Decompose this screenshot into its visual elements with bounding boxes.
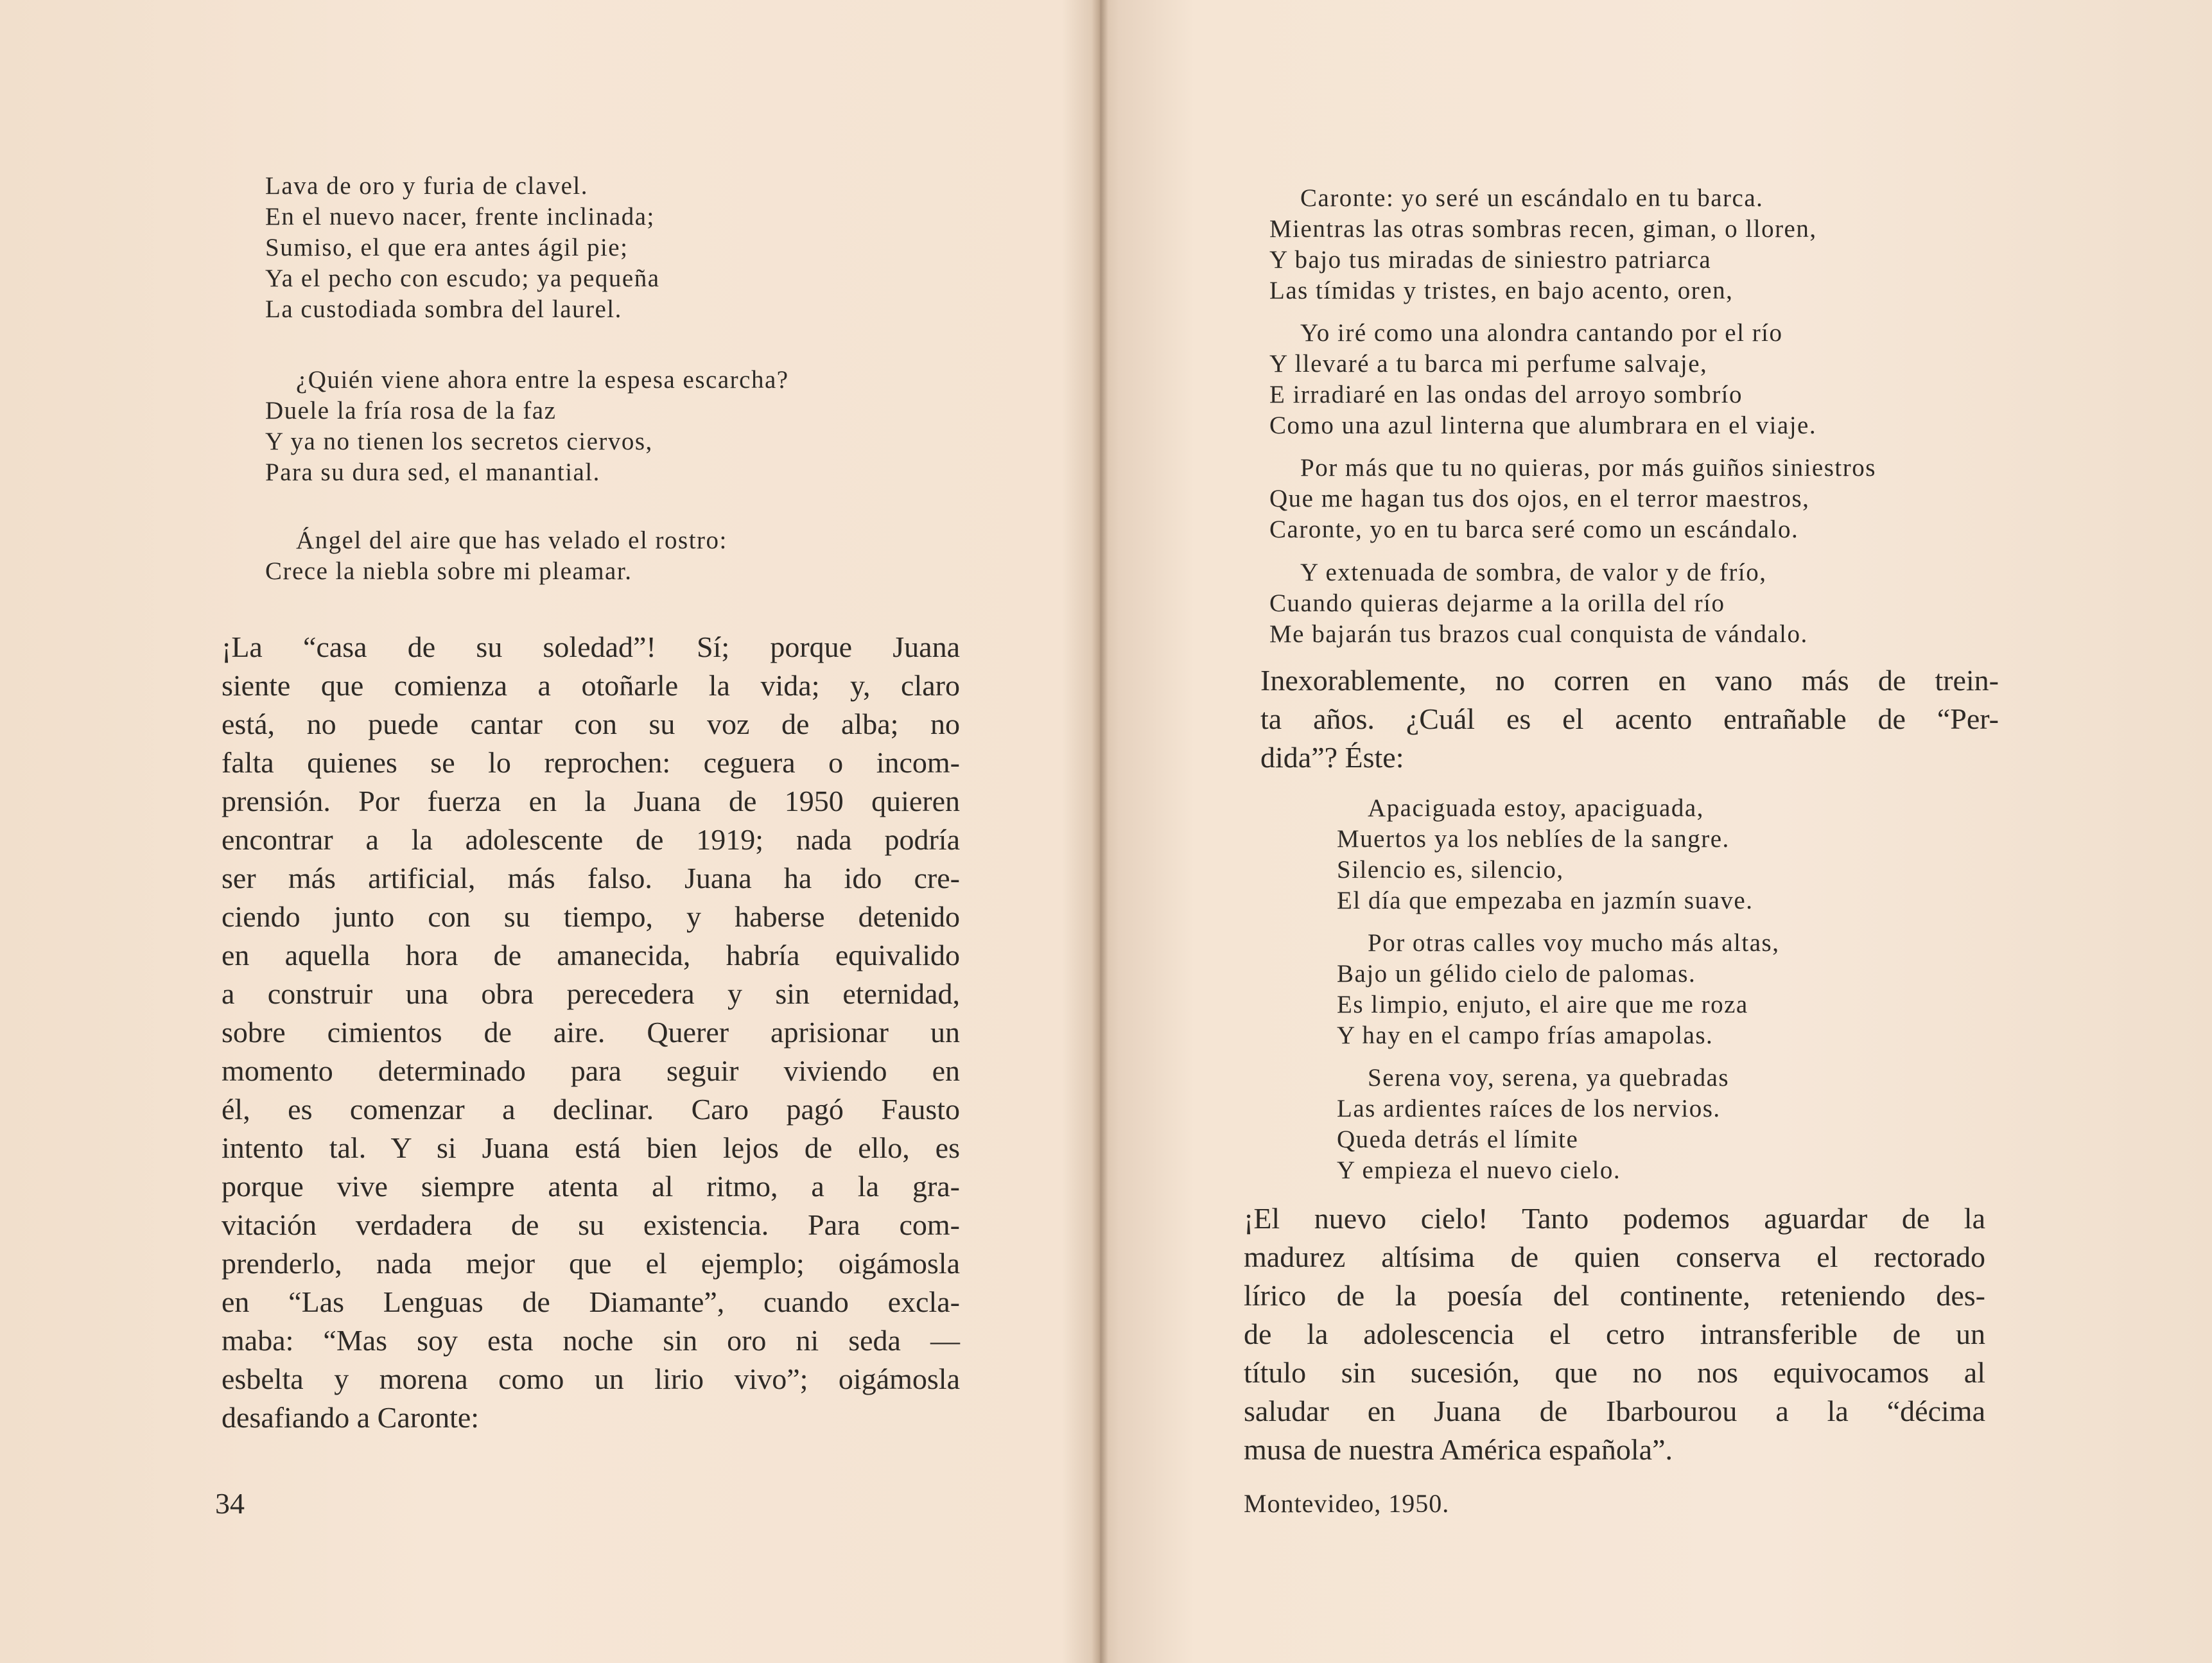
right-verse-stanza-2 — [1269, 318, 1816, 441]
prose-line: ta años. ¿Cuál es el acento entrañable de “Per- — [1260, 702, 1999, 735]
verse-line: Silencio es, silencio, — [1337, 856, 1564, 884]
prose-line: lírico de la poesía del continente, reteniendo des- — [1244, 1279, 1985, 1312]
verse-line: Crece la niebla sobre mi pleamar. — [265, 557, 632, 585]
prose-line: él, es comenzar a declinar. Caro pagó Fausto — [222, 1093, 960, 1126]
right-prose-paragraph-1 — [1260, 661, 1999, 777]
prose-line: saludar en Juana de Ibarbourou a la “décima — [1244, 1395, 1985, 1427]
prose-line: desafiando a Caronte: — [222, 1401, 480, 1434]
prose-line: prensión. Por fuerza en la Juana de 1950 quieren — [222, 785, 960, 817]
prose-line: dida”? Éste: — [1260, 741, 1404, 774]
prose-line: está, no puede cantar con su voz de alba; no — [222, 708, 960, 740]
prose-line: vitación verdadera de su existencia. Para com- — [222, 1208, 960, 1241]
verse-line: Por otras calles voy mucho más altas, — [1368, 929, 1780, 957]
right-page — [1109, 0, 2212, 1663]
verse-line: Ángel del aire que has velado el rostro: — [296, 527, 727, 554]
right-prose-paragraph-2 — [1244, 1199, 1985, 1469]
verse-line: En el nuevo nacer, frente inclinada; — [265, 203, 655, 231]
left-verse-stanza-3 — [265, 525, 727, 587]
verse-line: Duele la fría rosa de la faz — [265, 397, 557, 424]
prose-line: musa de nuestra América española”. — [1244, 1433, 1673, 1466]
prose-line: madurez altísima de quien conserva el rectorado — [1244, 1241, 1985, 1273]
left-verse-stanza-2 — [265, 365, 789, 488]
verse-line: Cuando quieras dejarme a la orilla del río — [1269, 589, 1725, 617]
verse-line: Muertos ya los neblíes de la sangre. — [1337, 825, 1730, 853]
prose-line: ¡La “casa de su soledad”! Sí; porque Juana — [222, 631, 960, 663]
prose-line: intento tal. Y si Juana está bien lejos de ello, es — [222, 1131, 960, 1164]
verse-line: Ya el pecho con escudo; ya pequeña — [265, 265, 660, 292]
prose-line: de la adolescencia el cetro intransferible de un — [1244, 1318, 1985, 1350]
verse-line: Como una azul linterna que alumbrara en el viaje. — [1269, 412, 1817, 439]
right-verse-stanza-1 — [1269, 183, 1817, 306]
prose-line: sobre cimientos de aire. Querer aprisionar un — [222, 1016, 960, 1049]
prose-line: encontrar a la adolescente de 1919; nada podría — [222, 823, 960, 856]
prose-line: en “Las Lenguas de Diamante”, cuando excla- — [222, 1285, 960, 1318]
prose-line: momento determinado para seguir viviendo en — [222, 1054, 960, 1087]
verse-line: Lava de oro y furia de clavel. — [265, 172, 589, 200]
verse-line: Para su dura sed, el manantial. — [265, 458, 600, 486]
right-verse-stanza-4 — [1269, 557, 1808, 650]
verse-line: Bajo un gélido cielo de palomas. — [1337, 960, 1696, 988]
verse-line: Me bajarán tus brazos cual conquista de vándalo. — [1269, 620, 1808, 648]
prose-line: a construir una obra perecedera y sin eternidad, — [222, 977, 960, 1010]
verse-line: Caronte, yo en tu barca seré como un escándalo. — [1269, 516, 1799, 543]
prose-line: Inexorablemente, no corren en vano más de trein- — [1260, 664, 1999, 697]
prose-line: ser más artificial, más falso. Juana ha ido cre- — [222, 862, 960, 894]
verse-line: Serena voy, serena, ya quebradas — [1368, 1064, 1730, 1092]
verse-line: Y empieza el nuevo cielo. — [1337, 1156, 1621, 1184]
verse-line: Las tímidas y tristes, en bajo acento, oren, — [1269, 277, 1734, 304]
prose-line: título sin sucesión, que no nos equivocamos al — [1244, 1356, 1985, 1389]
verse-line: Las ardientes raíces de los nervios. — [1337, 1095, 1721, 1122]
page-number: 34 — [215, 1487, 245, 1520]
verse-line: Mientras las otras sombras recen, giman, o lloren, — [1269, 215, 1817, 243]
right-verse-stanza-3 — [1269, 453, 1876, 545]
verse-line: Yo iré como una alondra cantando por el río — [1300, 319, 1783, 347]
verse-line: La custodiada sombra del laurel. — [265, 295, 622, 323]
prose-line: maba: “Mas soy esta noche sin oro ni seda — — [222, 1324, 960, 1357]
verse-line: Caronte: yo seré un escándalo en tu barca. — [1300, 184, 1764, 212]
prose-line: esbelta y morena como un lirio vivo”; oigámosla — [222, 1363, 960, 1395]
signoff-place-date: Montevideo, 1950. — [1244, 1489, 1450, 1518]
verse-line: Y llevaré a tu barca mi perfume salvaje, — [1269, 350, 1708, 378]
prose-line: porque vive siempre atenta al ritmo, a la gra- — [222, 1170, 960, 1203]
verse-line: El día que empezaba en jazmín suave. — [1337, 887, 1754, 914]
verse-line: Sumiso, el que era antes ágil pie; — [265, 234, 629, 261]
verse-line: Y bajo tus miradas de siniestro patriarca — [1269, 246, 1712, 274]
prose-line: falta quienes se lo reprochen: ceguera o incom- — [222, 746, 960, 779]
right-verse-stanza-6 — [1337, 928, 1779, 1051]
verse-line: Y hay en el campo frías amapolas. — [1337, 1022, 1714, 1049]
left-prose-paragraph — [222, 628, 960, 1437]
verse-line: E irradiaré en las ondas del arroyo sombrío — [1269, 381, 1743, 408]
verse-line: Y ya no tienen los secretos ciervos, — [265, 428, 653, 455]
left-verse-stanza-1 — [265, 171, 660, 325]
left-page — [0, 0, 1100, 1663]
verse-line: Apaciguada estoy, apaciguada, — [1368, 794, 1704, 822]
right-verse-stanza-7 — [1337, 1063, 1729, 1186]
prose-line: prenderlo, nada mejor que el ejemplo; oigámosla — [222, 1247, 960, 1280]
right-verse-stanza-5 — [1337, 793, 1753, 916]
verse-line: ¿Quién viene ahora entre la espesa escarcha? — [296, 366, 789, 394]
verse-line: Que me hagan tus dos ojos, en el terror maestros, — [1269, 485, 1810, 512]
verse-line: Por más que tu no quieras, por más guiños siniestros — [1300, 454, 1876, 482]
prose-line: ¡El nuevo cielo! Tanto podemos aguardar de la — [1244, 1202, 1985, 1235]
verse-line: Es limpio, enjuto, el aire que me roza — [1337, 991, 1748, 1018]
verse-line: Y extenuada de sombra, de valor y de frío, — [1300, 559, 1767, 586]
prose-line: ciendo junto con su tiempo, y haberse detenido — [222, 900, 960, 933]
prose-line: siente que comienza a otoñarle la vida; y, claro — [222, 669, 960, 702]
verse-line: Queda detrás el límite — [1337, 1126, 1579, 1153]
prose-line: en aquella hora de amanecida, habría equivalido — [222, 939, 960, 971]
